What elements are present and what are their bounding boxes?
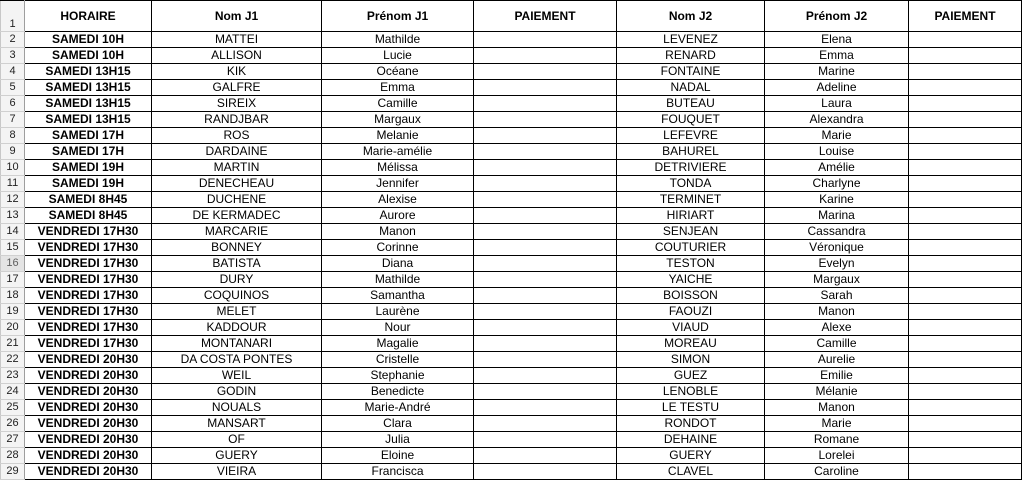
cell-nom-j1[interactable]: ROS xyxy=(152,128,322,144)
cell-horaire[interactable]: VENDREDI 20H30 xyxy=(25,400,152,416)
row-number[interactable]: 10 xyxy=(1,160,25,176)
table-row xyxy=(1,432,1022,448)
row-number[interactable]: 11 xyxy=(1,176,25,192)
row-number[interactable]: 22 xyxy=(1,352,25,368)
header-nom-j1[interactable]: Nom J1 xyxy=(152,1,322,32)
cell-nom-j1[interactable]: BONNEY xyxy=(152,240,322,256)
cell-horaire[interactable]: VENDREDI 17H30 xyxy=(25,336,152,352)
cell-prenom-j1[interactable]: Melanie xyxy=(322,128,474,144)
cell-paiement-j2[interactable] xyxy=(909,336,1022,352)
cell-paiement-j1[interactable] xyxy=(474,304,617,320)
cell-prenom-j2[interactable]: Marina xyxy=(765,208,909,224)
cell-paiement-j2[interactable] xyxy=(909,432,1022,448)
cell-prenom-j1[interactable]: Benedicte xyxy=(322,384,474,400)
table-row xyxy=(1,416,1022,432)
cell-paiement-j2[interactable] xyxy=(909,288,1022,304)
cell-prenom-j2[interactable]: Charlyne xyxy=(765,176,909,192)
cell-horaire[interactable]: VENDREDI 17H30 xyxy=(25,304,152,320)
cell-paiement-j1[interactable] xyxy=(474,432,617,448)
cell-nom-j1[interactable]: MATTEI xyxy=(152,32,322,48)
cell-paiement-j1[interactable] xyxy=(474,144,617,160)
cell-nom-j2[interactable]: LE TESTU xyxy=(617,400,765,416)
cell-nom-j1[interactable]: KIK xyxy=(152,64,322,80)
cell-nom-j1[interactable]: GUERY xyxy=(152,448,322,464)
cell-paiement-j1[interactable] xyxy=(474,448,617,464)
header-nom-j2[interactable]: Nom J2 xyxy=(617,1,765,32)
cell-paiement-j2[interactable] xyxy=(909,208,1022,224)
cell-paiement-j2[interactable] xyxy=(909,128,1022,144)
table-row xyxy=(1,208,1022,224)
cell-prenom-j1[interactable]: Margaux xyxy=(322,112,474,128)
cell-prenom-j2[interactable]: Elena xyxy=(765,32,909,48)
cell-prenom-j2[interactable]: Aurelie xyxy=(765,352,909,368)
cell-prenom-j1[interactable]: Laurène xyxy=(322,304,474,320)
cell-paiement-j1[interactable] xyxy=(474,160,617,176)
cell-horaire[interactable]: SAMEDI 13H15 xyxy=(25,80,152,96)
row-number[interactable]: 15 xyxy=(1,240,25,256)
cell-prenom-j1[interactable]: Manon xyxy=(322,224,474,240)
cell-paiement-j1[interactable] xyxy=(474,64,617,80)
header-paiement-j1[interactable]: PAIEMENT xyxy=(474,1,617,32)
cell-prenom-j2[interactable]: Emilie xyxy=(765,368,909,384)
table-row xyxy=(1,400,1022,416)
cell-prenom-j2[interactable]: Romane xyxy=(765,432,909,448)
cell-nom-j1[interactable]: DE KERMADEC xyxy=(152,208,322,224)
row-number[interactable]: 9 xyxy=(1,144,25,160)
cell-prenom-j1[interactable]: Lucie xyxy=(322,48,474,64)
cell-nom-j1[interactable]: MARCARIE xyxy=(152,224,322,240)
cell-prenom-j1[interactable]: Marie-André xyxy=(322,400,474,416)
row-number[interactable]: 25 xyxy=(1,400,25,416)
cell-horaire[interactable]: SAMEDI 13H15 xyxy=(25,112,152,128)
table-row xyxy=(1,224,1022,240)
row-number[interactable]: 17 xyxy=(1,272,25,288)
cell-horaire[interactable]: VENDREDI 17H30 xyxy=(25,272,152,288)
cell-horaire[interactable]: SAMEDI 19H xyxy=(25,160,152,176)
cell-nom-j2[interactable]: LENOBLE xyxy=(617,384,765,400)
row-number[interactable]: 2 xyxy=(1,32,25,48)
cell-nom-j1[interactable]: MONTANARI xyxy=(152,336,322,352)
cell-nom-j1[interactable]: COQUINOS xyxy=(152,288,322,304)
table-row xyxy=(1,288,1022,304)
cell-horaire[interactable]: SAMEDI 17H xyxy=(25,144,152,160)
cell-nom-j1[interactable]: MARTIN xyxy=(152,160,322,176)
table-row xyxy=(1,176,1022,192)
cell-horaire[interactable]: VENDREDI 20H30 xyxy=(25,416,152,432)
cell-horaire[interactable]: VENDREDI 20H30 xyxy=(25,368,152,384)
header-row xyxy=(1,1,1022,32)
cell-prenom-j1[interactable]: Mathilde xyxy=(322,272,474,288)
row-number[interactable]: 5 xyxy=(1,80,25,96)
cell-paiement-j2[interactable] xyxy=(909,384,1022,400)
cell-prenom-j2[interactable]: Marine xyxy=(765,64,909,80)
table-row xyxy=(1,80,1022,96)
cell-paiement-j1[interactable] xyxy=(474,192,617,208)
cell-nom-j1[interactable]: DARDAINE xyxy=(152,144,322,160)
row-number[interactable]: 6 xyxy=(1,96,25,112)
cell-horaire[interactable]: VENDREDI 20H30 xyxy=(25,352,152,368)
cell-paiement-j2[interactable] xyxy=(909,176,1022,192)
cell-prenom-j1[interactable]: Cristelle xyxy=(322,352,474,368)
cell-paiement-j2[interactable] xyxy=(909,240,1022,256)
cell-nom-j2[interactable]: CLAVEL xyxy=(617,464,765,480)
cell-paiement-j2[interactable] xyxy=(909,224,1022,240)
cell-prenom-j1[interactable]: Magalie xyxy=(322,336,474,352)
cell-nom-j2[interactable]: LEFEVRE xyxy=(617,128,765,144)
row-number[interactable]: 3 xyxy=(1,48,25,64)
cell-prenom-j1[interactable]: Alexise xyxy=(322,192,474,208)
cell-nom-j2[interactable]: LEVENEZ xyxy=(617,32,765,48)
row-number[interactable]: 23 xyxy=(1,368,25,384)
row-number[interactable]: 29 xyxy=(1,464,25,480)
header-paiement-j2[interactable]: PAIEMENT xyxy=(909,1,1022,32)
cell-paiement-j1[interactable] xyxy=(474,96,617,112)
table-row xyxy=(1,256,1022,272)
cell-horaire[interactable]: VENDREDI 20H30 xyxy=(25,384,152,400)
cell-paiement-j1[interactable] xyxy=(474,320,617,336)
cell-prenom-j1[interactable]: Corinne xyxy=(322,240,474,256)
cell-horaire[interactable]: VENDREDI 20H30 xyxy=(25,432,152,448)
cell-nom-j2[interactable]: FOUQUET xyxy=(617,112,765,128)
table-row xyxy=(1,304,1022,320)
cell-paiement-j2[interactable] xyxy=(909,32,1022,48)
cell-prenom-j1[interactable]: Aurore xyxy=(322,208,474,224)
table-row xyxy=(1,192,1022,208)
cell-nom-j1[interactable]: WEIL xyxy=(152,368,322,384)
row-number[interactable]: 8 xyxy=(1,128,25,144)
table-row xyxy=(1,352,1022,368)
cell-horaire[interactable]: VENDREDI 20H30 xyxy=(25,464,152,480)
cell-paiement-j2[interactable] xyxy=(909,464,1022,480)
cell-prenom-j1[interactable]: Emma xyxy=(322,80,474,96)
cell-nom-j2[interactable]: GUEZ xyxy=(617,368,765,384)
cell-nom-j1[interactable]: BATISTA xyxy=(152,256,322,272)
table-row xyxy=(1,96,1022,112)
cell-prenom-j2[interactable]: Manon xyxy=(765,400,909,416)
cell-nom-j2[interactable]: RENARD xyxy=(617,48,765,64)
cell-nom-j2[interactable]: FAOUZI xyxy=(617,304,765,320)
header-prenom-j1[interactable]: Prénom J1 xyxy=(322,1,474,32)
cell-nom-j2[interactable]: TERMINET xyxy=(617,192,765,208)
cell-paiement-j1[interactable] xyxy=(474,208,617,224)
cell-nom-j1[interactable]: ALLISON xyxy=(152,48,322,64)
cell-nom-j2[interactable]: BAHUREL xyxy=(617,144,765,160)
cell-prenom-j2[interactable]: Manon xyxy=(765,304,909,320)
cell-prenom-j2[interactable]: Cassandra xyxy=(765,224,909,240)
cell-nom-j2[interactable]: DETRIVIERE xyxy=(617,160,765,176)
cell-nom-j2[interactable]: COUTURIER xyxy=(617,240,765,256)
cell-nom-j1[interactable]: GODIN xyxy=(152,384,322,400)
table-row xyxy=(1,464,1022,480)
cell-paiement-j1[interactable] xyxy=(474,112,617,128)
cell-paiement-j2[interactable] xyxy=(909,416,1022,432)
cell-nom-j2[interactable]: VIAUD xyxy=(617,320,765,336)
cell-nom-j2[interactable]: BUTEAU xyxy=(617,96,765,112)
table-row xyxy=(1,32,1022,48)
cell-paiement-j1[interactable] xyxy=(474,288,617,304)
cell-horaire[interactable]: VENDREDI 17H30 xyxy=(25,256,152,272)
cell-prenom-j2[interactable]: Marie xyxy=(765,128,909,144)
header-prenom-j2[interactable]: Prénom J2 xyxy=(765,1,909,32)
row-number[interactable]: 24 xyxy=(1,384,25,400)
table-row xyxy=(1,48,1022,64)
cell-prenom-j1[interactable]: Samantha xyxy=(322,288,474,304)
cell-horaire[interactable]: SAMEDI 13H15 xyxy=(25,96,152,112)
row-number[interactable]: 26 xyxy=(1,416,25,432)
cell-nom-j2[interactable]: RONDOT xyxy=(617,416,765,432)
cell-nom-j1[interactable]: RANDJBAR xyxy=(152,112,322,128)
cell-horaire[interactable]: SAMEDI 10H xyxy=(25,32,152,48)
cell-paiement-j2[interactable] xyxy=(909,320,1022,336)
cell-nom-j1[interactable]: DUCHENE xyxy=(152,192,322,208)
cell-prenom-j2[interactable]: Evelyn xyxy=(765,256,909,272)
cell-nom-j1[interactable]: NOUALS xyxy=(152,400,322,416)
cell-paiement-j2[interactable] xyxy=(909,352,1022,368)
cell-paiement-j1[interactable] xyxy=(474,224,617,240)
cell-prenom-j1[interactable]: Jennifer xyxy=(322,176,474,192)
cell-nom-j2[interactable]: DEHAINE xyxy=(617,432,765,448)
cell-prenom-j1[interactable]: Mélissa xyxy=(322,160,474,176)
cell-horaire[interactable]: SAMEDI 13H15 xyxy=(25,64,152,80)
cell-paiement-j2[interactable] xyxy=(909,112,1022,128)
cell-prenom-j2[interactable]: Laura xyxy=(765,96,909,112)
cell-paiement-j2[interactable] xyxy=(909,368,1022,384)
cell-paiement-j1[interactable] xyxy=(474,368,617,384)
cell-prenom-j2[interactable]: Lorelei xyxy=(765,448,909,464)
cell-horaire[interactable]: SAMEDI 17H xyxy=(25,128,152,144)
cell-paiement-j2[interactable] xyxy=(909,304,1022,320)
cell-paiement-j2[interactable] xyxy=(909,272,1022,288)
cell-prenom-j2[interactable]: Mélanie xyxy=(765,384,909,400)
cell-paiement-j1[interactable] xyxy=(474,336,617,352)
header-horaire[interactable]: HORAIRE xyxy=(25,1,152,32)
table-row xyxy=(1,128,1022,144)
cell-paiement-j2[interactable] xyxy=(909,160,1022,176)
table-row xyxy=(1,144,1022,160)
cell-paiement-j2[interactable] xyxy=(909,144,1022,160)
cell-nom-j2[interactable]: GUERY xyxy=(617,448,765,464)
cell-prenom-j1[interactable]: Eloine xyxy=(322,448,474,464)
cell-horaire[interactable]: SAMEDI 19H xyxy=(25,176,152,192)
cell-horaire[interactable]: SAMEDI 8H45 xyxy=(25,192,152,208)
cell-prenom-j1[interactable]: Julia xyxy=(322,432,474,448)
row-number[interactable]: 18 xyxy=(1,288,25,304)
row-number[interactable]: 21 xyxy=(1,336,25,352)
cell-horaire[interactable]: VENDREDI 17H30 xyxy=(25,320,152,336)
cell-paiement-j2[interactable] xyxy=(909,48,1022,64)
cell-prenom-j1[interactable]: Marie-amélie xyxy=(322,144,474,160)
table-body xyxy=(1,1,1022,480)
cell-prenom-j2[interactable]: Sarah xyxy=(765,288,909,304)
cell-paiement-j2[interactable] xyxy=(909,64,1022,80)
cell-paiement-j1[interactable] xyxy=(474,416,617,432)
row-number[interactable]: 13 xyxy=(1,208,25,224)
table-row xyxy=(1,384,1022,400)
row-number[interactable]: 1 xyxy=(1,1,25,32)
row-number[interactable]: 14 xyxy=(1,224,25,240)
cell-prenom-j1[interactable]: Diana xyxy=(322,256,474,272)
cell-nom-j2[interactable]: FONTAINE xyxy=(617,64,765,80)
cell-paiement-j1[interactable] xyxy=(474,240,617,256)
cell-paiement-j2[interactable] xyxy=(909,80,1022,96)
cell-prenom-j1[interactable]: Mathilde xyxy=(322,32,474,48)
table-row xyxy=(1,320,1022,336)
cell-nom-j1[interactable]: OF xyxy=(152,432,322,448)
cell-paiement-j2[interactable] xyxy=(909,448,1022,464)
cell-nom-j2[interactable]: NADAL xyxy=(617,80,765,96)
cell-prenom-j1[interactable]: Clara xyxy=(322,416,474,432)
cell-prenom-j2[interactable]: Camille xyxy=(765,336,909,352)
cell-prenom-j1[interactable]: Camille xyxy=(322,96,474,112)
row-number[interactable]: 4 xyxy=(1,64,25,80)
row-number[interactable]: 28 xyxy=(1,448,25,464)
cell-nom-j1[interactable]: KADDOUR xyxy=(152,320,322,336)
cell-prenom-j2[interactable]: Alexe xyxy=(765,320,909,336)
cell-nom-j1[interactable]: VIEIRA xyxy=(152,464,322,480)
cell-paiement-j1[interactable] xyxy=(474,128,617,144)
row-number[interactable]: 16 xyxy=(1,256,25,272)
cell-prenom-j2[interactable]: Adeline xyxy=(765,80,909,96)
cell-nom-j2[interactable]: BOISSON xyxy=(617,288,765,304)
cell-prenom-j2[interactable]: Emma xyxy=(765,48,909,64)
cell-nom-j2[interactable]: YAICHE xyxy=(617,272,765,288)
cell-paiement-j1[interactable] xyxy=(474,464,617,480)
cell-paiement-j1[interactable] xyxy=(474,32,617,48)
row-number[interactable]: 20 xyxy=(1,320,25,336)
table-row xyxy=(1,368,1022,384)
cell-paiement-j1[interactable] xyxy=(474,400,617,416)
cell-nom-j2[interactable]: TONDA xyxy=(617,176,765,192)
table-row xyxy=(1,240,1022,256)
cell-paiement-j1[interactable] xyxy=(474,80,617,96)
cell-horaire[interactable]: VENDREDI 20H30 xyxy=(25,448,152,464)
cell-nom-j1[interactable]: MANSART xyxy=(152,416,322,432)
cell-prenom-j2[interactable]: Louise xyxy=(765,144,909,160)
cell-paiement-j1[interactable] xyxy=(474,48,617,64)
cell-prenom-j1[interactable]: Francisca xyxy=(322,464,474,480)
row-number[interactable]: 7 xyxy=(1,112,25,128)
cell-paiement-j2[interactable] xyxy=(909,96,1022,112)
table-row xyxy=(1,272,1022,288)
cell-paiement-j1[interactable] xyxy=(474,256,617,272)
cell-prenom-j2[interactable]: Amélie xyxy=(765,160,909,176)
cell-paiement-j2[interactable] xyxy=(909,400,1022,416)
cell-nom-j2[interactable]: MOREAU xyxy=(617,336,765,352)
cell-prenom-j2[interactable]: Caroline xyxy=(765,464,909,480)
cell-nom-j1[interactable]: MELET xyxy=(152,304,322,320)
row-number[interactable]: 27 xyxy=(1,432,25,448)
cell-horaire[interactable]: VENDREDI 17H30 xyxy=(25,288,152,304)
cell-prenom-j1[interactable]: Stephanie xyxy=(322,368,474,384)
cell-nom-j1[interactable]: DA COSTA PONTES xyxy=(152,352,322,368)
cell-prenom-j2[interactable]: Margaux xyxy=(765,272,909,288)
cell-prenom-j2[interactable]: Alexandra xyxy=(765,112,909,128)
cell-horaire[interactable]: SAMEDI 8H45 xyxy=(25,208,152,224)
cell-nom-j1[interactable]: DENECHEAU xyxy=(152,176,322,192)
cell-paiement-j1[interactable] xyxy=(474,384,617,400)
cell-nom-j2[interactable]: TESTON xyxy=(617,256,765,272)
cell-nom-j1[interactable]: SIREIX xyxy=(152,96,322,112)
cell-paiement-j1[interactable] xyxy=(474,272,617,288)
cell-horaire[interactable]: SAMEDI 10H xyxy=(25,48,152,64)
cell-nom-j2[interactable]: HIRIART xyxy=(617,208,765,224)
cell-prenom-j2[interactable]: Marie xyxy=(765,416,909,432)
cell-horaire[interactable]: VENDREDI 17H30 xyxy=(25,224,152,240)
cell-horaire[interactable]: VENDREDI 17H30 xyxy=(25,240,152,256)
table-row xyxy=(1,112,1022,128)
cell-nom-j2[interactable]: SIMON xyxy=(617,352,765,368)
cell-nom-j2[interactable]: SENJEAN xyxy=(617,224,765,240)
table-row xyxy=(1,64,1022,80)
cell-paiement-j1[interactable] xyxy=(474,176,617,192)
table-row xyxy=(1,336,1022,352)
row-number[interactable]: 19 xyxy=(1,304,25,320)
cell-paiement-j2[interactable] xyxy=(909,256,1022,272)
cell-prenom-j2[interactable]: Véronique xyxy=(765,240,909,256)
cell-nom-j1[interactable]: GALFRE xyxy=(152,80,322,96)
row-number[interactable]: 12 xyxy=(1,192,25,208)
cell-nom-j1[interactable]: DURY xyxy=(152,272,322,288)
cell-paiement-j1[interactable] xyxy=(474,352,617,368)
table-row xyxy=(1,160,1022,176)
cell-prenom-j1[interactable]: Nour xyxy=(322,320,474,336)
cell-paiement-j2[interactable] xyxy=(909,192,1022,208)
table-row xyxy=(1,448,1022,464)
cell-prenom-j1[interactable]: Océane xyxy=(322,64,474,80)
cell-prenom-j2[interactable]: Karine xyxy=(765,192,909,208)
